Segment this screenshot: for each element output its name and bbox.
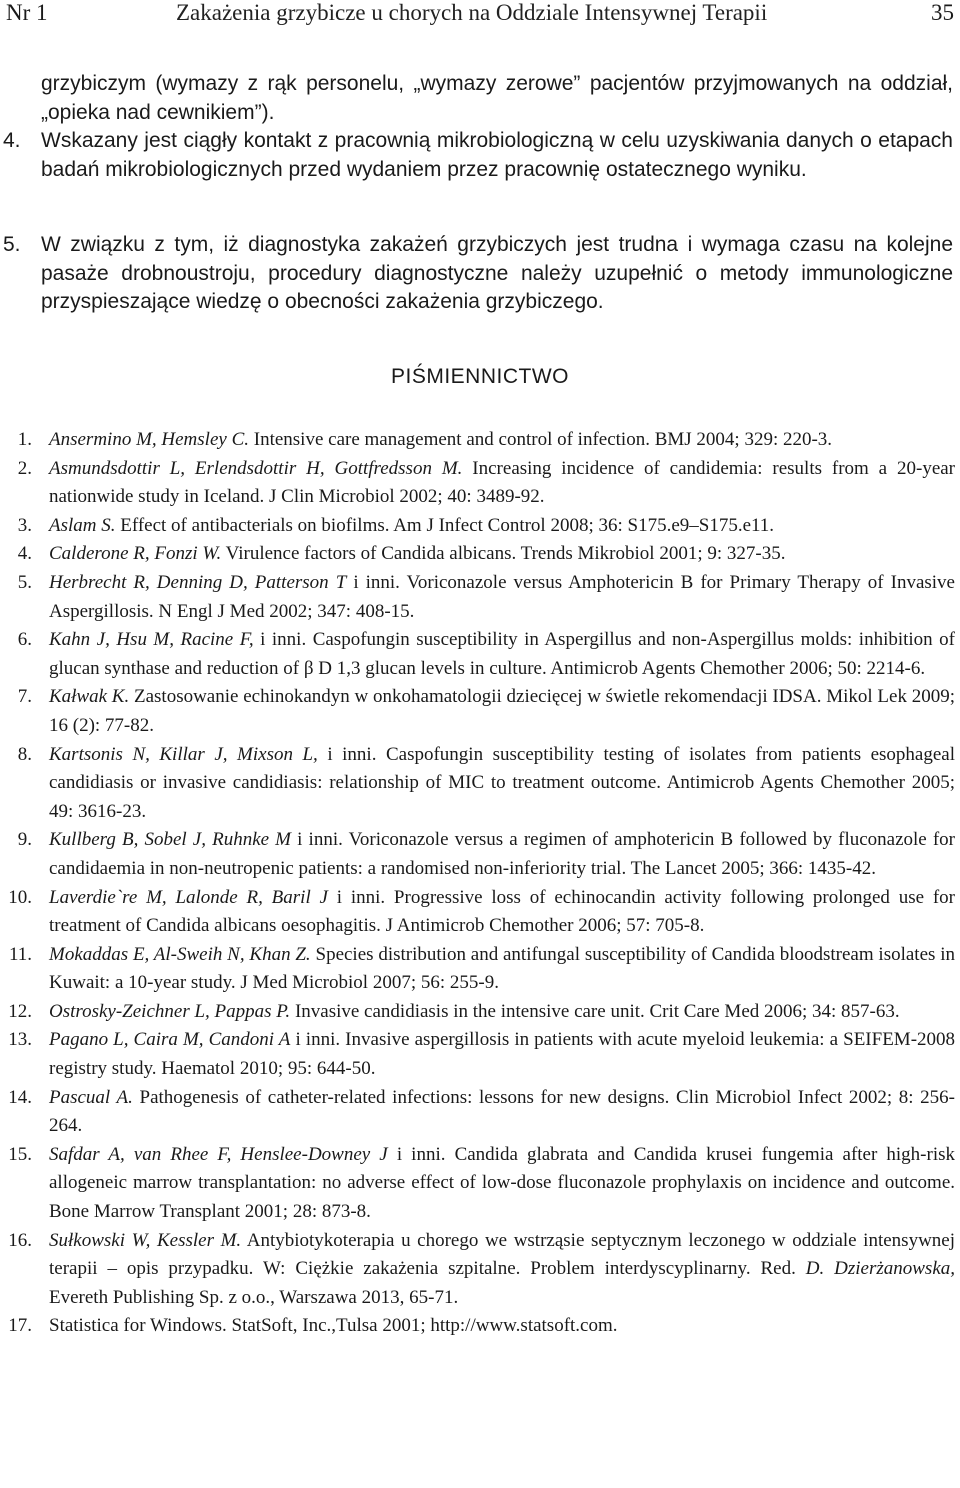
numbered-item	[3, 127, 953, 184]
reference-item	[0, 1026, 960, 1083]
journal-issue-label: Nr 1	[6, 0, 48, 25]
reference-authors: Calderone R, Fonzi W.	[49, 543, 222, 565]
reference-number: 11.	[8, 943, 32, 965]
reference-authors: Ostrosky-Zeichner L, Pappas P.	[49, 1000, 291, 1022]
reference-text: Statistica for Windows. StatSoft, Inc.,Tulsa 2001; http://www.statsoft.com.	[49, 1315, 618, 1337]
reference-text: i inni. Caspofungin susceptibility testing of isolates from patients esophageal candidiasis or invasive candidiasis: relationship of MIC to treatment outcome. Antimicrob Agents Chemother 2005; 49: 3616-23.	[49, 743, 956, 822]
reference-number: 14.	[8, 1086, 32, 1108]
reference-item	[0, 884, 960, 941]
reference-editor: D. Dzierżanowska,	[805, 1258, 956, 1280]
reference-text: Increasing incidence of candidemia: results from a 20-year nationwide study in Iceland. J Clin Microbiol 2002; 40: 3489-92.	[49, 457, 956, 508]
reference-number: 7.	[17, 686, 32, 708]
reference-text: Effect of antibacterials on biofilms. Am J Infect Control 2008; 36: S175.e9–S175.e11.	[120, 514, 775, 536]
reference-item	[0, 1084, 960, 1141]
reference-authors: Mokaddas E, Al-Sweih N, Khan Z.	[49, 943, 311, 965]
reference-item	[0, 1141, 960, 1227]
reference-number: 15.	[8, 1143, 32, 1165]
reference-authors: Kahn J, Hsu M, Racine F,	[49, 629, 254, 651]
reference-text: Pathogenesis of catheter-related infections: lessons for new designs. Clin Microbiol Infect 2002; 8: 256-264.	[49, 1086, 955, 1137]
reference-authors: Asmundsdottir L, Erlendsdottir H, Gottfredsson M.	[49, 457, 463, 479]
item-number: 5.	[3, 233, 21, 256]
reference-authors: Ansermino M, Hemsley C.	[49, 429, 249, 450]
reference-number: 9.	[17, 829, 32, 851]
running-title: Zakażenia grzybicze u chorych na Oddziale Intensywnej Terapii	[176, 0, 768, 25]
reference-number: 2.	[17, 457, 32, 479]
reference-authors: Pascual A.	[49, 1086, 133, 1108]
reference-text: Invasive candidiasis in the intensive care unit. Crit Care Med 2006; 34: 857-63.	[294, 1000, 900, 1022]
page-header	[0, 0, 960, 30]
reference-text: i inni. Voriconazole versus Amphotericin B for Primary Therapy of Invasive Aspergillosis. N Engl J Med 2002; 347: 408-15.	[49, 571, 955, 622]
reference-authors: Laverdie`re M, Lalonde R, Baril J	[49, 886, 328, 908]
numbered-item	[3, 231, 953, 317]
reference-item	[0, 569, 960, 626]
reference-number: 1.	[17, 429, 32, 450]
reference-authors: Kałwak K.	[49, 686, 130, 708]
reference-text-tail: Evereth Publishing Sp. z o.o., Warszawa 2013, 65-71.	[49, 1286, 459, 1308]
reference-text: Antybiotykoterapia u chorego we wstrząsie septycznym leczonego w oddziale intensywnej terapii – opis przypadku. W: Ciężkie zakażenia szpitalne. Problem interdyscyplinarny. Red.	[49, 1229, 955, 1280]
reference-item	[0, 540, 960, 569]
reference-item	[0, 741, 960, 827]
reference-text: i inni. Progressive loss of echinocandin activity following prolonged use for treatment of Candida albicans oesophagitis. J Antimicrob Chemother 2006; 57: 705-8.	[49, 886, 955, 937]
reference-text: Species distribution and antifungal susceptibility of Candida bloodstream isolates in Kuwait: a 10-year study. J Med Microbiol 2007; 56: 255-9.	[49, 943, 955, 994]
reference-authors: Pagano L, Caira M, Candoni A	[49, 1029, 291, 1051]
reference-text: i inni. Invasive aspergillosis in patients with acute myeloid leukemia: a SEIFEM-2008 registry study. Haematol 2010; 95: 644-50.	[49, 1029, 956, 1080]
reference-item	[0, 455, 960, 512]
reference-item	[0, 1227, 960, 1313]
reference-text: Virulence factors of Candida albicans. Trends Mikrobiol 2001; 9: 327-35.	[225, 543, 786, 565]
reference-item	[0, 512, 960, 541]
reference-number: 16.	[8, 1229, 32, 1251]
section-title-references: PIŚMIENNICTWO	[391, 365, 569, 388]
reference-authors: Safdar A, van Rhee F, Henslee-Downey J	[49, 1143, 388, 1165]
item-number: 4.	[3, 129, 21, 152]
reference-number: 17.	[8, 1315, 32, 1337]
reference-number: 10.	[8, 886, 32, 908]
item-text: W związku z tym, iż diagnostyka zakażeń grzybiczych jest trudna i wymaga czasu na kolejne pasaże drobnoustroju, procedury diagnostyczne należy uzupełnić o metody immunologiczne przyspieszające wiedzę o obecności zakażenia grzybiczego.	[41, 233, 953, 313]
reference-number: 4.	[17, 543, 32, 565]
reference-authors: Kartsonis N, Killar J, Mixson L,	[49, 743, 318, 765]
reference-number: 13.	[8, 1029, 32, 1051]
reference-authors: Sułkowski W, Kessler M.	[49, 1229, 242, 1251]
reference-text: i inni. Voriconazole versus a regimen of amphotericin B followed by fluconazole for candidaemia in non-neutropenic patients: a randomised non-inferiority trial. The Lancet 2005; 366: 1435-42.	[49, 829, 956, 879]
reference-number: 3.	[17, 514, 32, 536]
item-text: Wskazany jest ciągły kontakt z pracownią mikrobiologiczną w celu uzyskiwania danych o etapach badań mikrobiologicznych przed wydaniem przez pracownię ostatecznego wyniku.	[41, 129, 953, 181]
reference-authors: Kullberg B, Sobel J, Ruhnke M	[49, 829, 292, 851]
continuation-paragraph: grzybiczym (wymazy z rąk personelu, „wymazy zerowe” pacjentów przyjmowanych na oddział, „opieka nad cewnikiem”).	[41, 72, 953, 124]
reference-item	[0, 941, 960, 998]
reference-number: 12.	[8, 1000, 32, 1022]
reference-item	[0, 683, 960, 740]
reference-item	[0, 626, 960, 683]
page-number: 35	[931, 0, 954, 25]
reference-number: 8.	[17, 743, 32, 765]
reference-item	[0, 426, 960, 455]
reference-item	[0, 1312, 960, 1341]
reference-text: i inni. Caspofungin susceptibility in Aspergillus and non-Aspergillus molds: inhibition of glucan synthase and reduction of β D 1,3 glucan levels in culture. Antimicrob Agents Chemother 2006; 50: 2214-6.	[49, 629, 955, 679]
reference-authors: Aslam S.	[49, 514, 116, 536]
reference-number: 5.	[17, 571, 32, 593]
reference-number: 6.	[17, 629, 32, 651]
reference-item	[0, 826, 960, 883]
reference-list	[0, 426, 960, 1341]
reference-text: Zastosowanie echinokandyn w onkohamatologii dziecięcej w świetle rekomendacji IDSA. Mikol Lek 2009; 16 (2): 77-82.	[49, 686, 955, 736]
reference-item	[0, 998, 960, 1027]
reference-authors: Herbrecht R, Denning D, Patterson T	[49, 571, 347, 593]
reference-text: Intensive care management and control of infection. BMJ 2004; 329: 220-3.	[253, 429, 833, 450]
reference-text: i inni. Candida glabrata and Candida krusei fungemia after high-risk allogeneic marrow transplantation: no adverse effect of low-dose fluconazole prophylaxis on incidence and outcome. Bone Marrow Transplant 2001; 28: 873-8.	[49, 1143, 955, 1223]
